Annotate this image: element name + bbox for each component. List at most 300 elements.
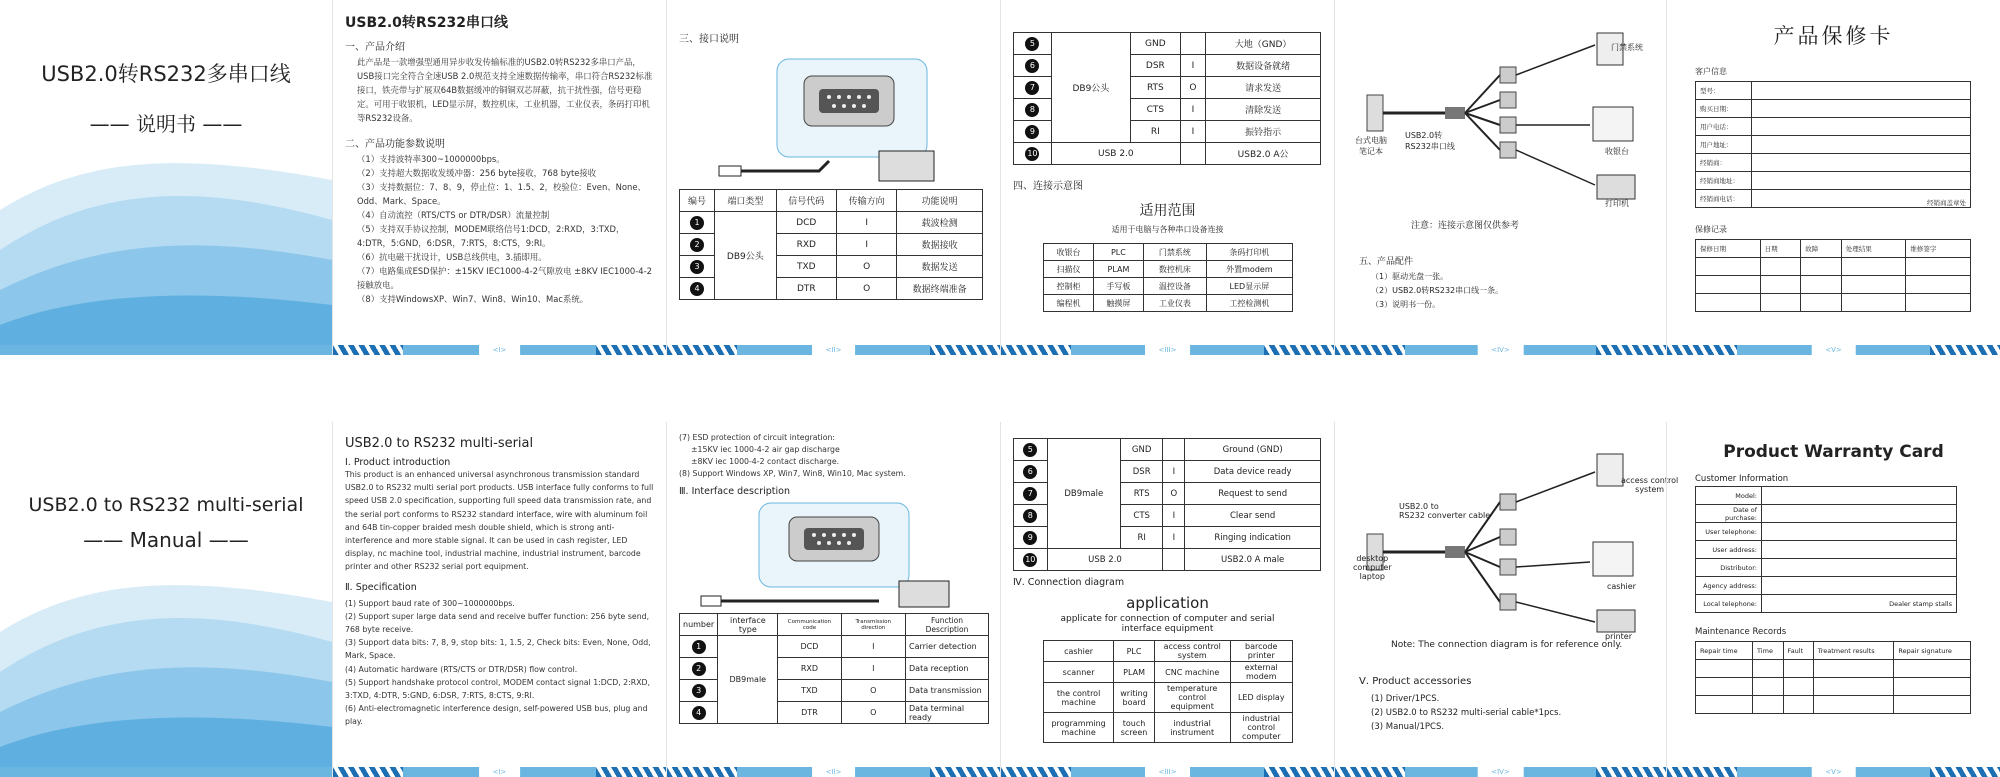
maintenance-record-table xyxy=(1695,239,1971,312)
col-header: Repair time xyxy=(1696,642,1753,660)
maintenance-record-table xyxy=(1695,641,1971,714)
signal-code: DCD xyxy=(776,212,836,234)
application-title: 适用范围 xyxy=(1139,203,1196,219)
port-type: DB9male xyxy=(1047,439,1120,549)
cover-subtitle: —— Manual —— xyxy=(83,528,249,552)
printer-label: 打印机 xyxy=(1605,199,1629,208)
table-cell: 手写板 xyxy=(1093,278,1143,295)
table-cell: PLC xyxy=(1093,244,1143,261)
esd-item: ±15KV iec 1000-4-2 air gap discharge xyxy=(691,445,840,454)
table-cell: access control system xyxy=(1154,641,1230,662)
function: 数据发送 xyxy=(897,256,983,278)
form-label: User telephone: xyxy=(1696,523,1762,541)
spec-item: (6) Anti-electromagnetic interference design, self-powered USB bus, plug and play. xyxy=(345,704,648,727)
direction: O xyxy=(1163,483,1185,505)
spec-item: (1) Support baud rate of 300~1000000bps. xyxy=(345,598,515,608)
direction: I xyxy=(1180,121,1205,143)
col-header: 端口类型 xyxy=(715,190,777,212)
signal-code: TXD xyxy=(776,256,836,278)
accessory-item: （1）驱动光盘一张。 xyxy=(1371,272,1449,281)
access-control-label: access control system xyxy=(1621,476,1679,494)
form-value[interactable] xyxy=(1752,82,1971,100)
page-footer xyxy=(1001,345,1334,355)
table-header-row xyxy=(1696,642,1971,660)
table-row xyxy=(1044,295,1293,312)
pin-number: 3 xyxy=(692,684,706,698)
pin-number: 5 xyxy=(1025,37,1039,51)
form-row xyxy=(1696,577,1957,595)
form-row xyxy=(1696,505,1957,523)
spec-item: （1）支持波特率300~1000000bps。 xyxy=(357,154,505,164)
computer-label: 台式电脑 笔记本 xyxy=(1355,136,1387,156)
spec-item: (5) Support handshake protocol control, MODEM contact signal 1:DCD, 2:RXD, 3:TXD, 4:DTR, 5:GND, 6:DSR, 7:RTS, 8:CTS, 9:RI. xyxy=(345,677,651,701)
spec-item: (2) Support super large data send and receive buffer function: 256 byte send, 768 byte receive. xyxy=(345,611,650,635)
page-footer xyxy=(333,767,666,777)
page-number: <III> xyxy=(1145,345,1191,355)
signal-code: DSR xyxy=(1130,55,1180,77)
intro-text: 此产品是一款增强型通用异步收发传输标准的USB2.0转RS232多串口产品，USB接口完全符合全速USB 2.0规范支持全速数据传输率，串口符合RS232标准接口，铁壳带与扩展双64B数据缓冲的铜铜双芯屏蔽，抗干扰性强，信号更稳定。可用于收银机，LED显示屏，数控机床，工业机器，工业仪表，条码打印机等RS232设备。 xyxy=(357,57,653,123)
table-row xyxy=(1696,660,1971,678)
cover-title: USB2.0转RS232多串口线 xyxy=(41,62,291,86)
db9-connector-illustration xyxy=(679,51,979,181)
table-cell: industrial instrument xyxy=(1154,713,1230,743)
table-cell: touch screen xyxy=(1114,713,1155,743)
spec-item: (3) Support data bits: 7, 8, 9, stop bits: 1, 1.5, 2, Check bits: Even, None, Odd, Mark, Space. xyxy=(345,638,651,661)
product-title: USB2.0转RS232串口线 xyxy=(345,15,509,31)
diagram-heading: Ⅳ. Connection diagram xyxy=(1013,577,1125,588)
spec-item: (4) Automatic hardware (RTS/CTS or DTR/DSR) flow control. xyxy=(345,664,578,674)
en-cover-panel xyxy=(0,422,332,777)
form-value[interactable] xyxy=(1762,577,1957,595)
diagram-note: Note: The connection diagram is for reference only. xyxy=(1391,640,1623,650)
spec-item: （6）抗电磁干扰设计，USB总线供电，3.插即用。 xyxy=(357,252,547,262)
pinout-table-continued xyxy=(1013,32,1321,165)
connection-diagram xyxy=(1335,25,1667,215)
application-table xyxy=(1043,640,1293,743)
signal-code: DCD xyxy=(778,636,841,658)
interface-heading: Ⅲ. Interface description xyxy=(679,486,790,497)
pin-number: 1 xyxy=(690,216,704,230)
function: Request to send xyxy=(1185,483,1321,505)
page-footer xyxy=(1667,767,2000,777)
en-interface-panel xyxy=(666,422,1000,777)
port-type: DB9公头 xyxy=(715,212,777,300)
access-control-label: 门禁系统 xyxy=(1611,43,1643,52)
table-cell: scanner xyxy=(1044,662,1114,683)
cn-interface-panel xyxy=(666,0,1000,355)
form-row xyxy=(1696,523,1957,541)
form-row xyxy=(1696,100,1971,118)
table-cell: barcode printer xyxy=(1230,641,1293,662)
page-footer xyxy=(0,767,332,777)
seal-area: 经销商盖章处 xyxy=(1752,190,1971,208)
table-row xyxy=(1044,662,1293,683)
col-header: 信号代码 xyxy=(776,190,836,212)
table-row xyxy=(1014,33,1321,55)
cover-wave-graphic xyxy=(0,140,332,355)
pin-number: 10 xyxy=(1025,147,1039,161)
application-subtitle: applicate for connection of computer and serial interface equipment xyxy=(1060,614,1275,634)
direction xyxy=(1180,143,1205,165)
signal-code: RI xyxy=(1130,121,1180,143)
form-row xyxy=(1696,136,1971,154)
application-table xyxy=(1043,243,1293,312)
form-row xyxy=(1696,541,1957,559)
form-row xyxy=(1696,595,1957,613)
col-header: Repair signature xyxy=(1894,642,1971,660)
pin-number: 7 xyxy=(1025,81,1039,95)
form-row xyxy=(1696,487,1957,505)
signal-code: DSR xyxy=(1120,461,1162,483)
page-footer xyxy=(1335,345,1666,355)
col-header: 处理结果 xyxy=(1841,240,1906,258)
cn-cover-panel xyxy=(0,0,332,355)
table-cell: writing board xyxy=(1114,683,1155,713)
direction: O xyxy=(1180,77,1205,99)
en-warranty-panel xyxy=(1666,422,2000,777)
table-cell: CNC machine xyxy=(1154,662,1230,683)
cover-title: USB2.0 to RS232 multi-serial xyxy=(28,494,304,516)
spec-item: （4）自动流控（RTS/CTS or DTR/DSR）流量控制 xyxy=(357,210,550,220)
function: 数据设备就绪 xyxy=(1206,55,1321,77)
table-cell: the control machine xyxy=(1044,683,1114,713)
form-label: Local telephone: xyxy=(1696,595,1762,613)
page-footer xyxy=(0,345,332,355)
form-value[interactable] xyxy=(1752,172,1971,190)
interface-heading: 三、接口说明 xyxy=(679,34,739,45)
col-header: interface type xyxy=(718,614,778,636)
table-header-row xyxy=(1696,240,1971,258)
spec-item: （5）支持双手协议控制，MODEM联络信号1:DCD，2:RXD，3:TXD，4:DTR，5:GND，6:DSR，7:RTS，8:CTS，9:RI。 xyxy=(357,224,625,248)
esd-item: ±8KV iec 1000-4-2 contact discharge. xyxy=(691,457,840,466)
warranty-title: Product Warranty Card xyxy=(1723,442,1944,462)
table-row xyxy=(680,212,983,234)
function: USB2.0 A male xyxy=(1185,549,1321,571)
col-header: 编号 xyxy=(680,190,715,212)
diagram-heading: 四、连接示意图 xyxy=(1013,181,1083,192)
pinout-table-continued xyxy=(1013,438,1321,571)
pin-number: 8 xyxy=(1025,103,1039,117)
signal-code: CTS xyxy=(1130,99,1180,121)
form-value[interactable] xyxy=(1762,559,1957,577)
form-row xyxy=(1696,190,1971,208)
pin-number: 3 xyxy=(690,260,704,274)
accessories-list xyxy=(1371,270,1503,312)
direction xyxy=(1163,549,1185,571)
form-value[interactable] xyxy=(1752,118,1971,136)
table-cell: 温控设备 xyxy=(1143,278,1206,295)
printer-label: printer xyxy=(1605,632,1633,641)
signal-code: DTR xyxy=(776,278,836,300)
intro-heading: Ⅰ. Product introduction xyxy=(345,457,451,468)
page-number: <I> xyxy=(479,345,521,355)
connection-diagram xyxy=(1335,442,1667,642)
signal-code: RXD xyxy=(778,658,841,680)
customer-heading: Customer Information xyxy=(1695,474,1789,484)
page-number: <II> xyxy=(812,345,856,355)
page-footer xyxy=(667,767,1000,777)
form-row xyxy=(1696,118,1971,136)
page-number: <I> xyxy=(479,767,521,777)
form-label: 经销商： xyxy=(1696,154,1752,172)
cover-subtitle: —— 说明书 —— xyxy=(89,112,243,136)
table-cell: 外置modem xyxy=(1206,261,1292,278)
form-value[interactable] xyxy=(1762,505,1957,523)
table-cell: 条码打印机 xyxy=(1206,244,1292,261)
direction: O xyxy=(836,256,896,278)
form-label: 经销商电话： xyxy=(1696,190,1752,208)
table-row xyxy=(1044,278,1293,295)
cashier-label: cashier xyxy=(1607,582,1636,591)
table-cell: cashier xyxy=(1044,641,1114,662)
form-value[interactable] xyxy=(1762,523,1957,541)
col-header: 故障 xyxy=(1801,240,1842,258)
pin-number: 10 xyxy=(1023,553,1037,567)
function: 大地（GND） xyxy=(1206,33,1321,55)
cashier-label: 收银台 xyxy=(1605,147,1629,156)
en-pinout-panel xyxy=(1000,422,1334,777)
function: 振铃指示 xyxy=(1206,121,1321,143)
table-cell: 触摸屏 xyxy=(1093,295,1143,312)
form-value[interactable] xyxy=(1762,541,1957,559)
spec-item: （3）支持数据位：7、8、9，停止位：1、1.5、2，校验位：Even、None、Odd、Mark、Space。 xyxy=(357,182,646,206)
spec-list xyxy=(345,597,654,729)
table-cell: 控制柜 xyxy=(1044,278,1094,295)
table-row xyxy=(1696,258,1971,276)
pin-number: 9 xyxy=(1023,531,1037,545)
customer-heading: 客户信息 xyxy=(1695,67,1727,76)
pin-number: 4 xyxy=(690,282,704,296)
port-type: DB9公头 xyxy=(1051,33,1130,143)
col-header: Communication code xyxy=(778,614,841,636)
product-title: USB2.0 to RS232 multi-serial xyxy=(345,436,534,451)
customer-info-table xyxy=(1695,81,1971,208)
direction: O xyxy=(841,702,906,724)
accessories-heading: 五、产品配件 xyxy=(1359,257,1414,267)
page-footer xyxy=(667,345,1000,355)
form-label: Model: xyxy=(1696,487,1762,505)
intro-heading: 一、产品介绍 xyxy=(345,42,405,53)
col-header: 维修签字 xyxy=(1906,240,1971,258)
table-row xyxy=(1014,549,1321,571)
function: 数据终端准备 xyxy=(897,278,983,300)
table-row xyxy=(1696,696,1971,714)
pin-number: 2 xyxy=(692,662,706,676)
en-intro-panel xyxy=(332,422,666,777)
direction: I xyxy=(1163,461,1185,483)
col-header: Transmission direction xyxy=(841,614,906,636)
cn-connection-panel xyxy=(1334,0,1666,355)
col-header: Function Description xyxy=(906,614,989,636)
record-heading: Maintenance Records xyxy=(1695,627,1787,637)
col-header: 保修日期 xyxy=(1696,240,1761,258)
table-cell: industrial control computer xyxy=(1230,713,1293,743)
spec-list xyxy=(345,152,654,306)
cable-label: USB2.0转 RS232串口线 xyxy=(1405,131,1455,151)
signal-code: GND xyxy=(1120,439,1162,461)
pin-number: 8 xyxy=(1023,509,1037,523)
direction: O xyxy=(836,278,896,300)
table-cell: 收银台 xyxy=(1044,244,1094,261)
table-cell: PLAM xyxy=(1093,261,1143,278)
signal-code: TXD xyxy=(778,680,841,702)
function: USB2.0 A公 xyxy=(1206,143,1321,165)
accessories-list xyxy=(1371,692,1561,734)
table-cell: PLAM xyxy=(1114,662,1155,683)
signal-code: RTS xyxy=(1120,483,1162,505)
table-row xyxy=(1044,683,1293,713)
table-cell: 编程机 xyxy=(1044,295,1094,312)
form-label: Distributor: xyxy=(1696,559,1762,577)
table-row xyxy=(1044,244,1293,261)
table-row xyxy=(1696,276,1971,294)
direction: I xyxy=(836,234,896,256)
table-cell: PLC xyxy=(1114,641,1155,662)
pin-number: 9 xyxy=(1025,125,1039,139)
function: Clear send xyxy=(1185,505,1321,527)
function: 载波检测 xyxy=(897,212,983,234)
form-label: User address: xyxy=(1696,541,1762,559)
table-cell: 工控检测机 xyxy=(1206,295,1292,312)
diagram-note: 注意：连接示意图仅供参考 xyxy=(1411,221,1520,231)
customer-info-table xyxy=(1695,486,1957,613)
function: Ringing indication xyxy=(1185,527,1321,549)
form-label: Agency address: xyxy=(1696,577,1762,595)
direction: I xyxy=(841,636,906,658)
table-cell: temperature control equipment xyxy=(1154,683,1230,713)
form-label: 购买日期： xyxy=(1696,100,1752,118)
page-footer xyxy=(1001,767,1334,777)
cn-intro-panel xyxy=(332,0,666,355)
direction: I xyxy=(1180,55,1205,77)
pin-number: 7 xyxy=(1023,487,1037,501)
form-value[interactable] xyxy=(1752,100,1971,118)
warranty-title: 产品保修卡 xyxy=(1773,24,1894,48)
table-row xyxy=(1696,678,1971,696)
form-row xyxy=(1696,154,1971,172)
spec-item: （2）支持超大数据收发缓冲器：256 byte接收，768 byte接收 xyxy=(357,168,597,178)
form-label: 用户电话： xyxy=(1696,118,1752,136)
table-row xyxy=(1044,713,1293,743)
record-heading: 保修记录 xyxy=(1695,225,1727,234)
direction xyxy=(1163,439,1185,461)
col-header: number xyxy=(680,614,718,636)
form-label: 用户地址： xyxy=(1696,136,1752,154)
form-value[interactable] xyxy=(1752,136,1971,154)
spec-heading: 二、产品功能参数说明 xyxy=(345,139,445,150)
page-footer xyxy=(333,345,666,355)
table-row xyxy=(1014,439,1321,461)
function: 清除发送 xyxy=(1206,99,1321,121)
port-type: DB9male xyxy=(718,636,778,724)
function: Data reception xyxy=(906,658,989,680)
page-number: <IV> xyxy=(1477,345,1524,355)
spec-item: （8）支持WindowsXP、Win7、Win8、Win10、Mac系统。 xyxy=(357,294,589,304)
page-number: <III> xyxy=(1145,767,1191,777)
direction: I xyxy=(1163,527,1185,549)
pin-number: 6 xyxy=(1025,59,1039,73)
table-cell: 扫描仪 xyxy=(1044,261,1094,278)
direction: I xyxy=(836,212,896,234)
accessory-item: (1) Driver/1PCS. xyxy=(1371,694,1440,704)
esd-item: (7) ESD protection of circuit integration: xyxy=(679,433,836,442)
col-header: Time xyxy=(1753,642,1784,660)
table-cell: external modem xyxy=(1230,662,1293,683)
form-label: Date of purchase: xyxy=(1696,505,1762,523)
table-cell: 门禁系统 xyxy=(1143,244,1206,261)
form-label: 型号： xyxy=(1696,82,1752,100)
page-number: <II> xyxy=(812,767,856,777)
table-row xyxy=(1044,641,1293,662)
col-header: 功能说明 xyxy=(897,190,983,212)
pin-number: 6 xyxy=(1023,465,1037,479)
table-cell: LED显示屏 xyxy=(1206,278,1292,295)
table-row xyxy=(1014,143,1321,165)
accessory-item: (3) Manual/1PCS. xyxy=(1371,722,1445,732)
function: Data device ready xyxy=(1185,461,1321,483)
spec-item: （7）电路集成ESD保护：±15KV IEC1000-4-2气隙放电 ±8KV IEC1000-4-2接触放电。 xyxy=(357,266,652,290)
function: 数据接收 xyxy=(897,234,983,256)
signal-code: USB 2.0 xyxy=(1051,143,1180,165)
form-row xyxy=(1696,172,1971,190)
direction: O xyxy=(841,680,906,702)
db9-connector-illustration xyxy=(679,497,979,609)
pinout-table xyxy=(679,189,983,300)
form-label: 经销商地址： xyxy=(1696,172,1752,190)
direction: I xyxy=(1180,99,1205,121)
table-cell: LED display xyxy=(1230,683,1293,713)
accessory-item: （2）USB2.0转RS232串口线一条。 xyxy=(1371,286,1504,295)
page-number: <V> xyxy=(1811,345,1856,355)
pinout-table xyxy=(679,613,989,724)
function: 请求发送 xyxy=(1206,77,1321,99)
function: Data transmission xyxy=(906,680,989,702)
page-footer xyxy=(1667,345,2000,355)
table-row xyxy=(1696,294,1971,312)
pin-number: 2 xyxy=(690,238,704,252)
signal-code: RI xyxy=(1120,527,1162,549)
signal-code: DTR xyxy=(778,702,841,724)
direction: I xyxy=(841,658,906,680)
signal-code: USB 2.0 xyxy=(1047,549,1163,571)
table-cell: programming machine xyxy=(1044,713,1114,743)
signal-code: RXD xyxy=(776,234,836,256)
spec-heading: Ⅱ. Specification xyxy=(345,581,417,593)
pin-number: 4 xyxy=(692,706,706,720)
esd-list xyxy=(679,432,988,480)
accessory-item: （3）说明书一份。 xyxy=(1371,300,1441,309)
direction xyxy=(1180,33,1205,55)
intro-text: This product is an enhanced universal asynchronous transmission standard USB2.0 to RS232 multi serial port products. USB interface fully conforms to full speed USB 2.0 specification, supporting full speed data transmission rate, and the serial port conforms to RS232 standard interface, wire with aluminum foil and 64B tin-copper braided mesh double shield, which is strong anti-interference and more stable signal. It can be used in cash register, LED display, nc machine tool, industrial machine, industrial instrument, barcode printer and other RS232 serial port equipment. xyxy=(345,470,654,572)
function: Ground (GND) xyxy=(1185,439,1321,461)
signal-code: GND xyxy=(1130,33,1180,55)
table-row xyxy=(680,636,989,658)
col-header: Treatment results xyxy=(1813,642,1894,660)
function: Carrier detection xyxy=(906,636,989,658)
function: Data terminal ready xyxy=(906,702,989,724)
page-footer xyxy=(1335,767,1666,777)
form-value[interactable] xyxy=(1762,487,1957,505)
table-cell: 工业仪表 xyxy=(1143,295,1206,312)
table-cell: 数控机床 xyxy=(1143,261,1206,278)
form-row xyxy=(1696,559,1957,577)
col-header: 传输方向 xyxy=(836,190,896,212)
signal-code: RTS xyxy=(1130,77,1180,99)
form-value[interactable] xyxy=(1752,154,1971,172)
esd-item: (8) Support Windows XP, Win7, Win8, Win10, Mac system. xyxy=(679,469,906,478)
page-number: <IV> xyxy=(1477,767,1524,777)
cn-warranty-panel xyxy=(1666,0,2000,355)
